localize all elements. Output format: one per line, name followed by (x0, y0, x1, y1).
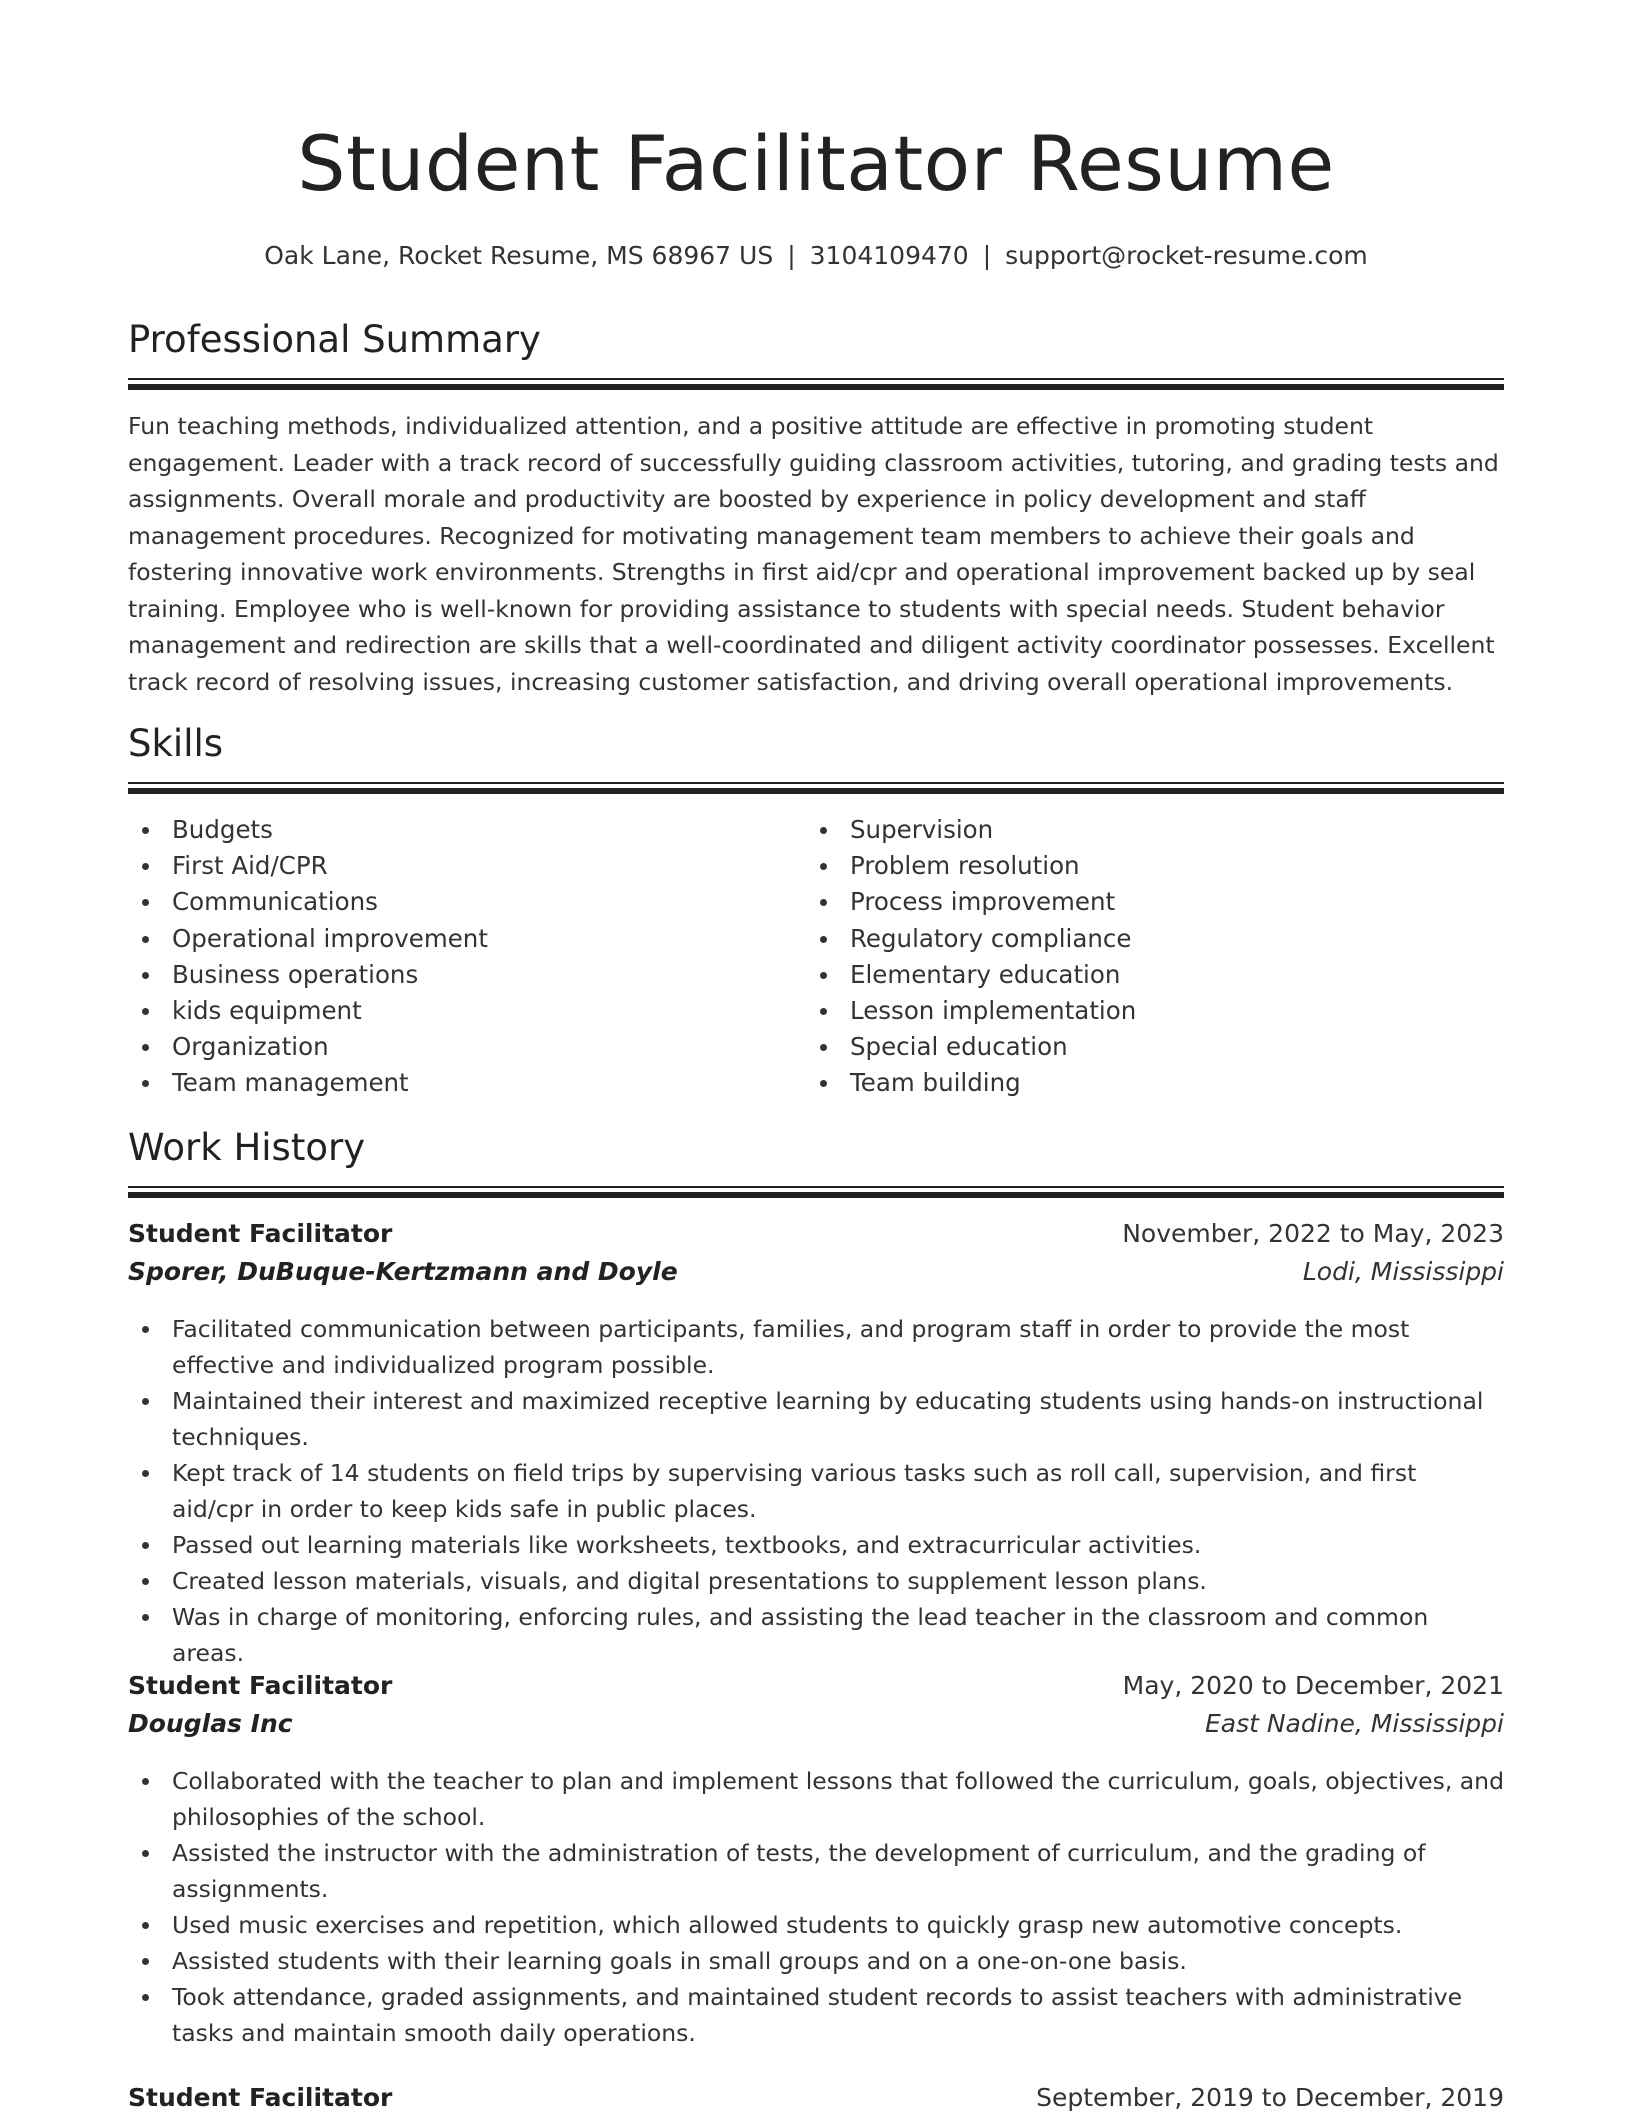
job-bullet: Kept track of 14 students on field trips by supervising various tasks such as roll call, supervision, and first aid/cpr in order to keep kids safe in public places. (128, 1455, 1504, 1527)
job-company: Douglas Inc (128, 1709, 293, 1738)
skill-item: Operational improvement (128, 921, 788, 957)
job-dates: November, 2022 to May, 2023 (1122, 1219, 1504, 1248)
skill-item: Lesson implementation (806, 993, 1466, 1029)
job-title: Student Facilitator (128, 2083, 393, 2112)
skills-list-left (128, 812, 788, 1102)
job-dates: May, 2020 to December, 2021 (1122, 1671, 1504, 1700)
job-bullet: Was in charge of monitoring, enforcing rules, and assisting the lead teacher in the classroom and common areas. (128, 1599, 1504, 1671)
skill-item: Communications (128, 884, 788, 920)
skill-item: Organization (128, 1029, 788, 1065)
job-bullet: Collaborated with the teacher to plan and implement lessons that followed the curriculum, goals, objectives, and philosophies of the school. (128, 1763, 1504, 1835)
skill-item: Business operations (128, 957, 788, 993)
job-location: East Nadine, Mississippi (1204, 1709, 1504, 1738)
job-bullets (128, 1311, 1504, 1671)
job-dates: September, 2019 to December, 2019 (1036, 2083, 1504, 2112)
job-bullet: Maintained their interest and maximized receptive learning by educating students using hands-on instructional techniques. (128, 1383, 1504, 1455)
skill-item: Process improvement (806, 884, 1466, 920)
skill-item: kids equipment (128, 993, 788, 1029)
section-divider (128, 378, 1504, 390)
contact-separator: | (787, 241, 796, 270)
job-company: Sporer, DuBuque-Kertzmann and Doyle (128, 1257, 678, 1286)
section-divider (128, 782, 1504, 794)
job-bullet: Assisted students with their learning goals in small groups and on a one-on-one basis. (128, 1943, 1504, 1979)
job-bullet: Used music exercises and repetition, which allowed students to quickly grasp new automotive concepts. (128, 1907, 1504, 1943)
contact-line (128, 240, 1504, 273)
job-bullet: Assisted the instructor with the administration of tests, the development of curriculum, and the grading of assignments. (128, 1835, 1504, 1907)
job-title: Student Facilitator (128, 1219, 393, 1248)
summary-text: Fun teaching methods, individualized attention, and a positive attitude are effective in promoting student engagement. Leader with a track record of successfully guiding classroom activities, tutoring, and grading tests and assignments. Overall morale and productivity are boosted by experience in policy development and staff management procedures. Recognized for motivating management team members to achieve their goals and fostering innovative work environments. Strengths in first aid/cpr and operational improvement backed up by seal training. Employee who is well-known for providing assistance to students with special needs. Student behavior management and redirection are skills that a well-coordinated and diligent activity coordinator possesses. Excellent track record of resolving issues, increasing customer satisfaction, and driving overall operational improvements. (128, 412, 1499, 696)
skill-item: Team management (128, 1065, 788, 1101)
skill-item: Regulatory compliance (806, 921, 1466, 957)
work-history-heading: Work History (128, 1126, 366, 1169)
job-bullet: Took attendance, graded assignments, and maintained student records to assist teachers with administrative tasks and maintain smooth daily operations. (128, 1979, 1504, 2051)
skill-item: Budgets (128, 812, 788, 848)
skill-item: Supervision (806, 812, 1466, 848)
contact-email: support@rocket-resume.com (1005, 241, 1368, 270)
job-bullet: Passed out learning materials like worksheets, textbooks, and extracurricular activities. (128, 1527, 1504, 1563)
skills-list-right (806, 812, 1466, 1102)
skill-item: Problem resolution (806, 848, 1466, 884)
job-bullet: Created lesson materials, visuals, and digital presentations to supplement lesson plans. (128, 1563, 1504, 1599)
skill-item: Elementary education (806, 957, 1466, 993)
contact-phone: 3104109470 (809, 241, 969, 270)
contact-address: Oak Lane, Rocket Resume, MS 68967 US (264, 241, 774, 270)
job-location: Lodi, Mississippi (1302, 1257, 1504, 1286)
job-bullet: Facilitated communication between participants, families, and program staff in order to provide the most effective and individualized program possible. (128, 1311, 1504, 1383)
summary-heading: Professional Summary (128, 318, 541, 361)
skill-item: Special education (806, 1029, 1466, 1065)
contact-separator: | (982, 241, 992, 270)
skill-item: Team building (806, 1065, 1466, 1101)
job-bullets (128, 1763, 1504, 2051)
section-divider (128, 1186, 1504, 1198)
resume-title: Student Facilitator Resume (297, 119, 1335, 208)
skills-heading: Skills (128, 722, 224, 765)
skill-item: First Aid/CPR (128, 848, 788, 884)
job-title: Student Facilitator (128, 1671, 393, 1700)
